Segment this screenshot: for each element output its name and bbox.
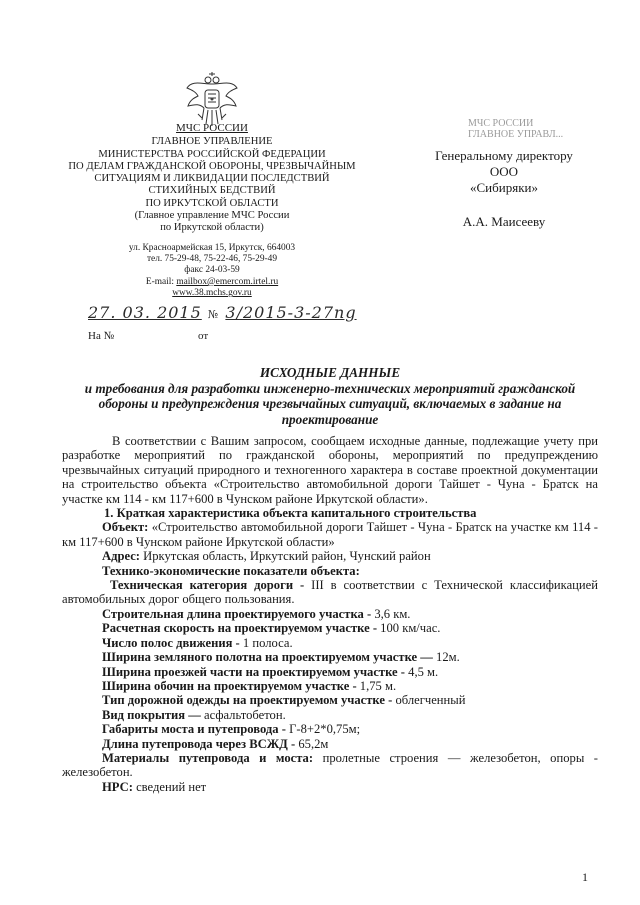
spec-value: 12м. <box>436 650 460 665</box>
stamp-line: ГЛАВНОЕ УПРАВЛ... <box>468 129 564 140</box>
website-link[interactable]: www.38.mchs.gov.ru <box>172 288 252 299</box>
spec-value: 4,5 м. <box>408 664 439 679</box>
fax-text: факс 24-03-59 <box>184 265 240 276</box>
spec-value: 65,2м <box>298 736 329 751</box>
title-sub: и требования для разработки инженерно-технических мероприятий гражданской обороны и предупреждения чрезвычайных ситуаций, включаемых в задание на проектирование <box>84 380 576 427</box>
received-stamp <box>468 118 588 140</box>
object-value: «Строительство автомобильной дороги Тайшет - Чуна - Братск на участке км 114 - км 117+600 в Чунском районе Иркутской области» <box>62 520 599 549</box>
category-value: III в соответствии с Технической классификацией автомобильных дорог общего пользования. <box>62 578 598 607</box>
nrs-value: сведений нет <box>136 779 207 794</box>
outgoing-reference <box>88 303 357 322</box>
category-label: Техническая категория дороги - <box>110 578 305 593</box>
spec-label: Вид покрытия — <box>102 707 201 722</box>
org-line: ПО ИРКУТСКОЙ ОБЛАСТИ <box>145 197 279 209</box>
org-line: ГЛАВНОЕ УПРАВЛЕНИЕ <box>151 136 273 148</box>
address-label: Адрес: <box>102 549 140 564</box>
spec-row <box>62 665 598 679</box>
spec-label: Ширина земляного полотна на проектируемом участке — <box>102 650 433 665</box>
spec-label: Ширина обочин на проектируемом участке - <box>102 678 357 693</box>
addressee-person: А.А. Маисееву <box>462 214 546 229</box>
phones-text: тел. 75-29-48, 75-22-46, 75-29-49 <box>146 254 278 265</box>
section-heading: 1. Краткая характеристика объекта капитального строительства <box>104 506 477 521</box>
spec-row <box>62 621 598 635</box>
materials-value: пролетные строения — железобетон, опоры - железобетон. <box>62 750 598 780</box>
org-line: (Главное управление МЧС России <box>134 210 290 222</box>
spec-row <box>62 679 598 693</box>
spec-value: асфальтобетон. <box>203 707 286 722</box>
spec-label: Ширина проезжей части на проектируемом участке - <box>102 664 405 679</box>
nrs-label: НРС: <box>102 779 133 794</box>
spec-value: 3,6 км. <box>374 606 411 621</box>
spec-value: 1,75 м. <box>359 678 397 693</box>
addressee-org-name: «Сибиряки» <box>470 180 538 195</box>
tech-heading-row <box>62 564 598 578</box>
nrs-row <box>62 780 598 794</box>
materials-label: Материалы путепровода и моста: <box>102 750 314 765</box>
address-value: Иркутская область, Иркутский район, Чунский район <box>143 549 431 564</box>
spec-label: Длина путепровода через ВСЖД - <box>102 736 296 751</box>
spec-label: Габариты моста и путепровода - <box>102 722 286 737</box>
intro-paragraph: В соответствии с Вашим запросом, сообщаем исходные данные, подлежащие учету при разработке мероприятий по гражданской обороны, мероприятий по предупреждению чрезвычайных ситуаций природного и техногенного характера в составе проектной документации на строительство объекта «Строительство автомобильной дороги Тайшет - Чуна - Братск на участке км 114 - км 117+600 в Чунском районе Иркутской области». <box>62 434 598 506</box>
org-line: МИНИСТЕРСТВА РОССИЙСКОЙ ФЕДЕРАЦИИ <box>98 148 326 160</box>
spec-row <box>62 722 598 736</box>
spec-row <box>62 708 598 722</box>
org-line: СТИХИЙНЫХ БЕДСТВИЙ <box>148 185 276 197</box>
sender-header <box>62 86 362 300</box>
outgoing-date: 27. 03. 2015 <box>88 303 202 322</box>
addressee-block <box>404 148 604 230</box>
spec-label: Тип дорожной одежды на проектируемом участке - <box>102 693 393 708</box>
spec-row <box>62 636 598 650</box>
spec-value: 100 км/час. <box>380 621 441 636</box>
document-title <box>60 365 600 427</box>
tech-heading: Технико-экономические показатели объекта: <box>102 563 360 578</box>
spec-label: Число полос движения - <box>102 635 240 650</box>
addressee-org-type: ООО <box>489 164 519 179</box>
document-body <box>62 434 598 794</box>
org-line: СИТУАЦИЯМ И ЛИКВИДАЦИИ ПОСЛЕДСТВИЙ <box>94 173 330 185</box>
spec-row <box>62 737 598 751</box>
ot-label: от <box>198 330 209 342</box>
spec-value: 1 полоса. <box>242 635 293 650</box>
spec-row <box>62 607 598 621</box>
spec-label: Строительная длина проектируемого участка - <box>102 606 372 621</box>
incoming-reference <box>88 330 248 342</box>
email-link[interactable]: mailbox@emercom.irtel.ru <box>176 276 279 287</box>
spec-label: Расчетная скорость на проектируемом участке - <box>102 621 378 636</box>
contacts-block <box>62 243 362 300</box>
title-main: ИСХОДНЫЕ ДАННЫЕ <box>259 365 401 380</box>
stamp-line: МЧС РОССИИ <box>468 118 534 129</box>
object-row <box>62 520 598 549</box>
addressee-position: Генеральному директору <box>435 148 573 163</box>
spec-row <box>62 650 598 664</box>
page-number: 1 <box>582 870 588 884</box>
number-sign: № <box>207 308 220 321</box>
spec-value: Г-8+2*0,75м; <box>289 722 361 737</box>
spec-value: облегченный <box>395 693 466 708</box>
org-line: по Иркутской области) <box>160 222 264 234</box>
object-label: Объект: <box>102 520 149 535</box>
org-line: ПО ДЕЛАМ ГРАЖДАНСКОЙ ОБОРОНЫ, ЧРЕЗВЫЧАЙНЫМ <box>68 160 356 172</box>
spec-row <box>62 693 598 707</box>
category-row <box>62 578 598 607</box>
materials-row <box>62 751 598 780</box>
outgoing-number: 3/2015-3-27ng <box>225 303 357 322</box>
address-text: ул. Красноармейская 15, Иркутск, 664003 <box>128 242 296 253</box>
email-label: E-mail: <box>145 276 177 287</box>
ministry-name: МЧС РОССИИ <box>176 122 248 134</box>
na-label: На № <box>88 330 115 342</box>
address-row <box>62 549 598 563</box>
